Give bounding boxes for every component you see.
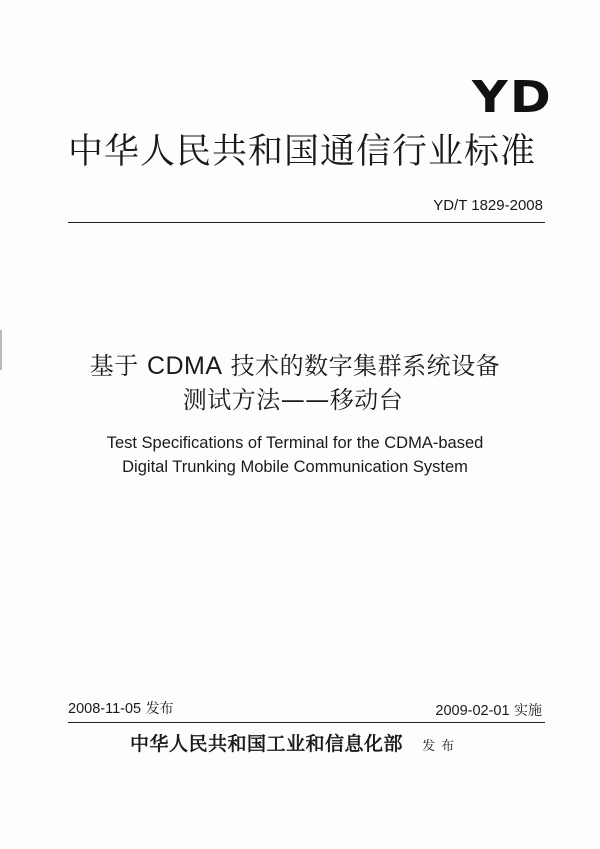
publish-label: 发布 — [422, 739, 461, 754]
issue-date-block — [68, 700, 174, 718]
title-zh-prefix: 基于 — [89, 352, 147, 380]
title-zh-latin: CDMA — [146, 352, 223, 380]
effective-label: 实施 — [514, 703, 542, 719]
footer-divider — [68, 722, 545, 723]
title-zh-line1 — [0, 350, 600, 382]
issue-label: 发布 — [145, 701, 174, 717]
title-zh-suffix: 技术的数字集群系统设备 — [222, 352, 501, 380]
header-divider — [68, 222, 545, 223]
title-en-line2: Digital Trunking Mobile Communication System — [122, 458, 468, 476]
issue-date: 2008-11-05 — [68, 701, 142, 717]
yd-logo: YD — [472, 72, 554, 123]
publisher-name: 中华人民共和国工业和信息化部 — [130, 733, 404, 755]
title-zh-line2: 测试方法——移动台 — [182, 386, 404, 414]
title-en-line1: Test Specifications of Terminal for the CDMA-based — [106, 434, 484, 452]
effective-date: 2009-02-01 — [435, 703, 510, 719]
standard-category-title: 中华人民共和国通信行业标准 — [68, 132, 537, 172]
publisher-block — [130, 731, 460, 757]
document-title-zh — [0, 350, 600, 416]
effective-date-block — [435, 702, 542, 720]
standard-number: YD/T 1829-2008 — [433, 197, 543, 214]
document-title-en — [0, 431, 600, 479]
